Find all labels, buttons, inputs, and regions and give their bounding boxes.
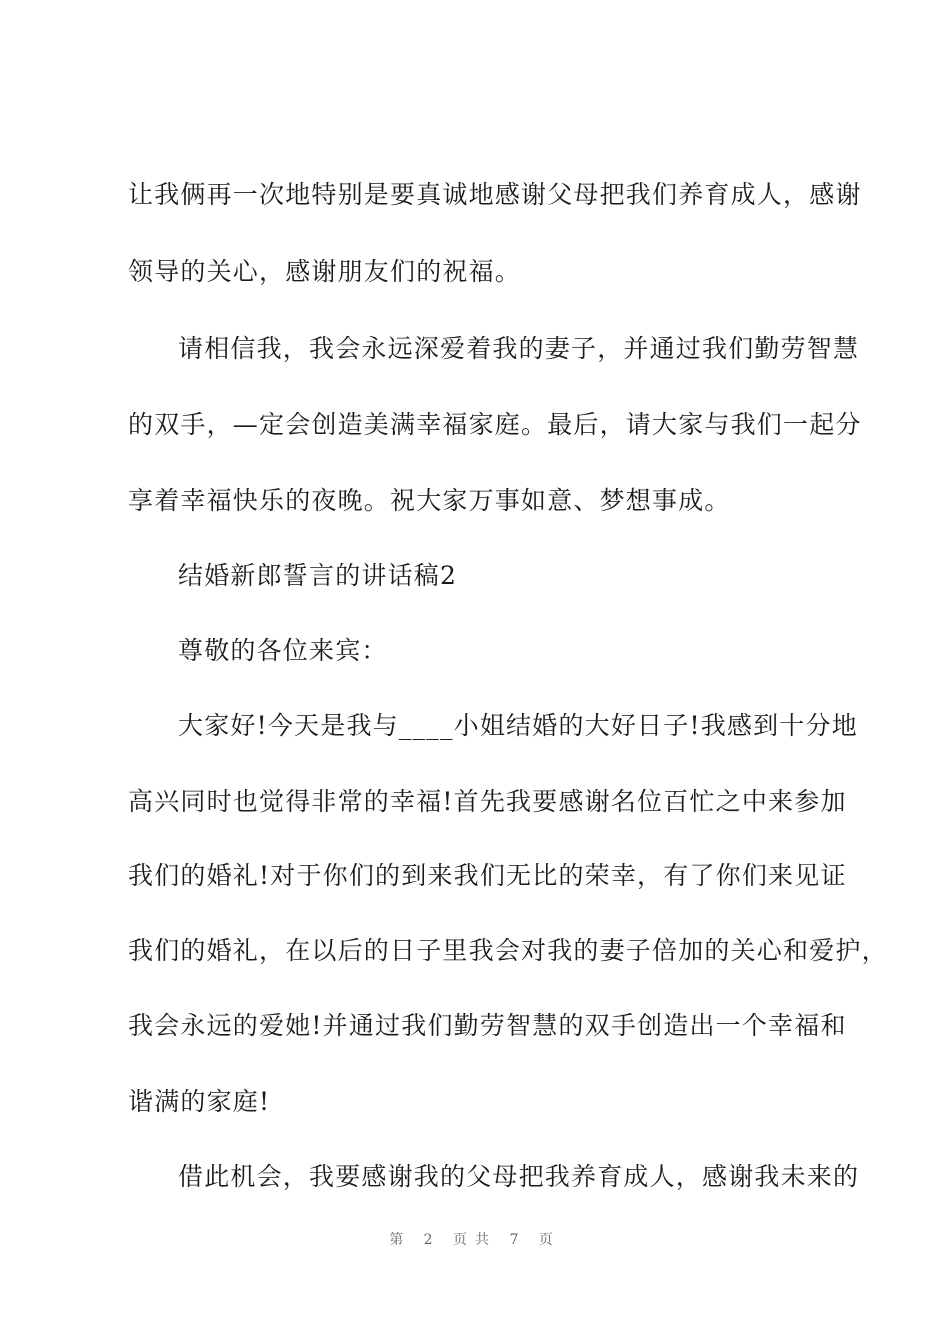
paragraph-first-line: 大家好!今天是我与____小姐结婚的大好日子!我感到十分地 — [178, 711, 858, 740]
body-text-line: 我们的婚礼!对于你们的到来我们无比的荣幸，有了你们来见证 — [128, 861, 847, 890]
salutation: 尊敬的各位来宾： — [178, 636, 388, 665]
body-text-line: 我们的婚礼，在以后的日子里我会对我的妻子倍加的关心和爱护， — [128, 936, 888, 965]
section-heading: 结婚新郎誓言的讲话稿2 — [178, 561, 458, 590]
body-text-line: 高兴同时也觉得非常的幸福!首先我要感谢名位百忙之中来参加 — [128, 787, 847, 816]
page-number-footer: 第 2 页共 7 页 — [389, 1232, 561, 1248]
body-text-line: 享着幸福快乐的夜晚。祝大家万事如意、梦想事成。 — [128, 486, 731, 515]
body-text-line: 领导的关心，感谢朋友们的祝福。 — [128, 257, 522, 286]
body-text-line: 谐满的家庭! — [128, 1087, 271, 1116]
body-text-line: 的双手，—定会创造美满幸福家庭。最后，请大家与我们一起分 — [128, 410, 862, 439]
paragraph-first-line: 请相信我，我会永远深爱着我的妻子，并通过我们勤劳智慧 — [178, 334, 860, 363]
body-text-line: 我会永远的爱她!并通过我们勤劳智慧的双手创造出一个幸福和 — [128, 1011, 847, 1040]
body-text-line: 让我俩再一次地特别是要真诚地感谢父母把我们养育成人，感谢 — [128, 180, 862, 209]
paragraph-first-line: 借此机会，我要感谢我的父母把我养育成人，感谢我未来的 — [178, 1162, 860, 1191]
